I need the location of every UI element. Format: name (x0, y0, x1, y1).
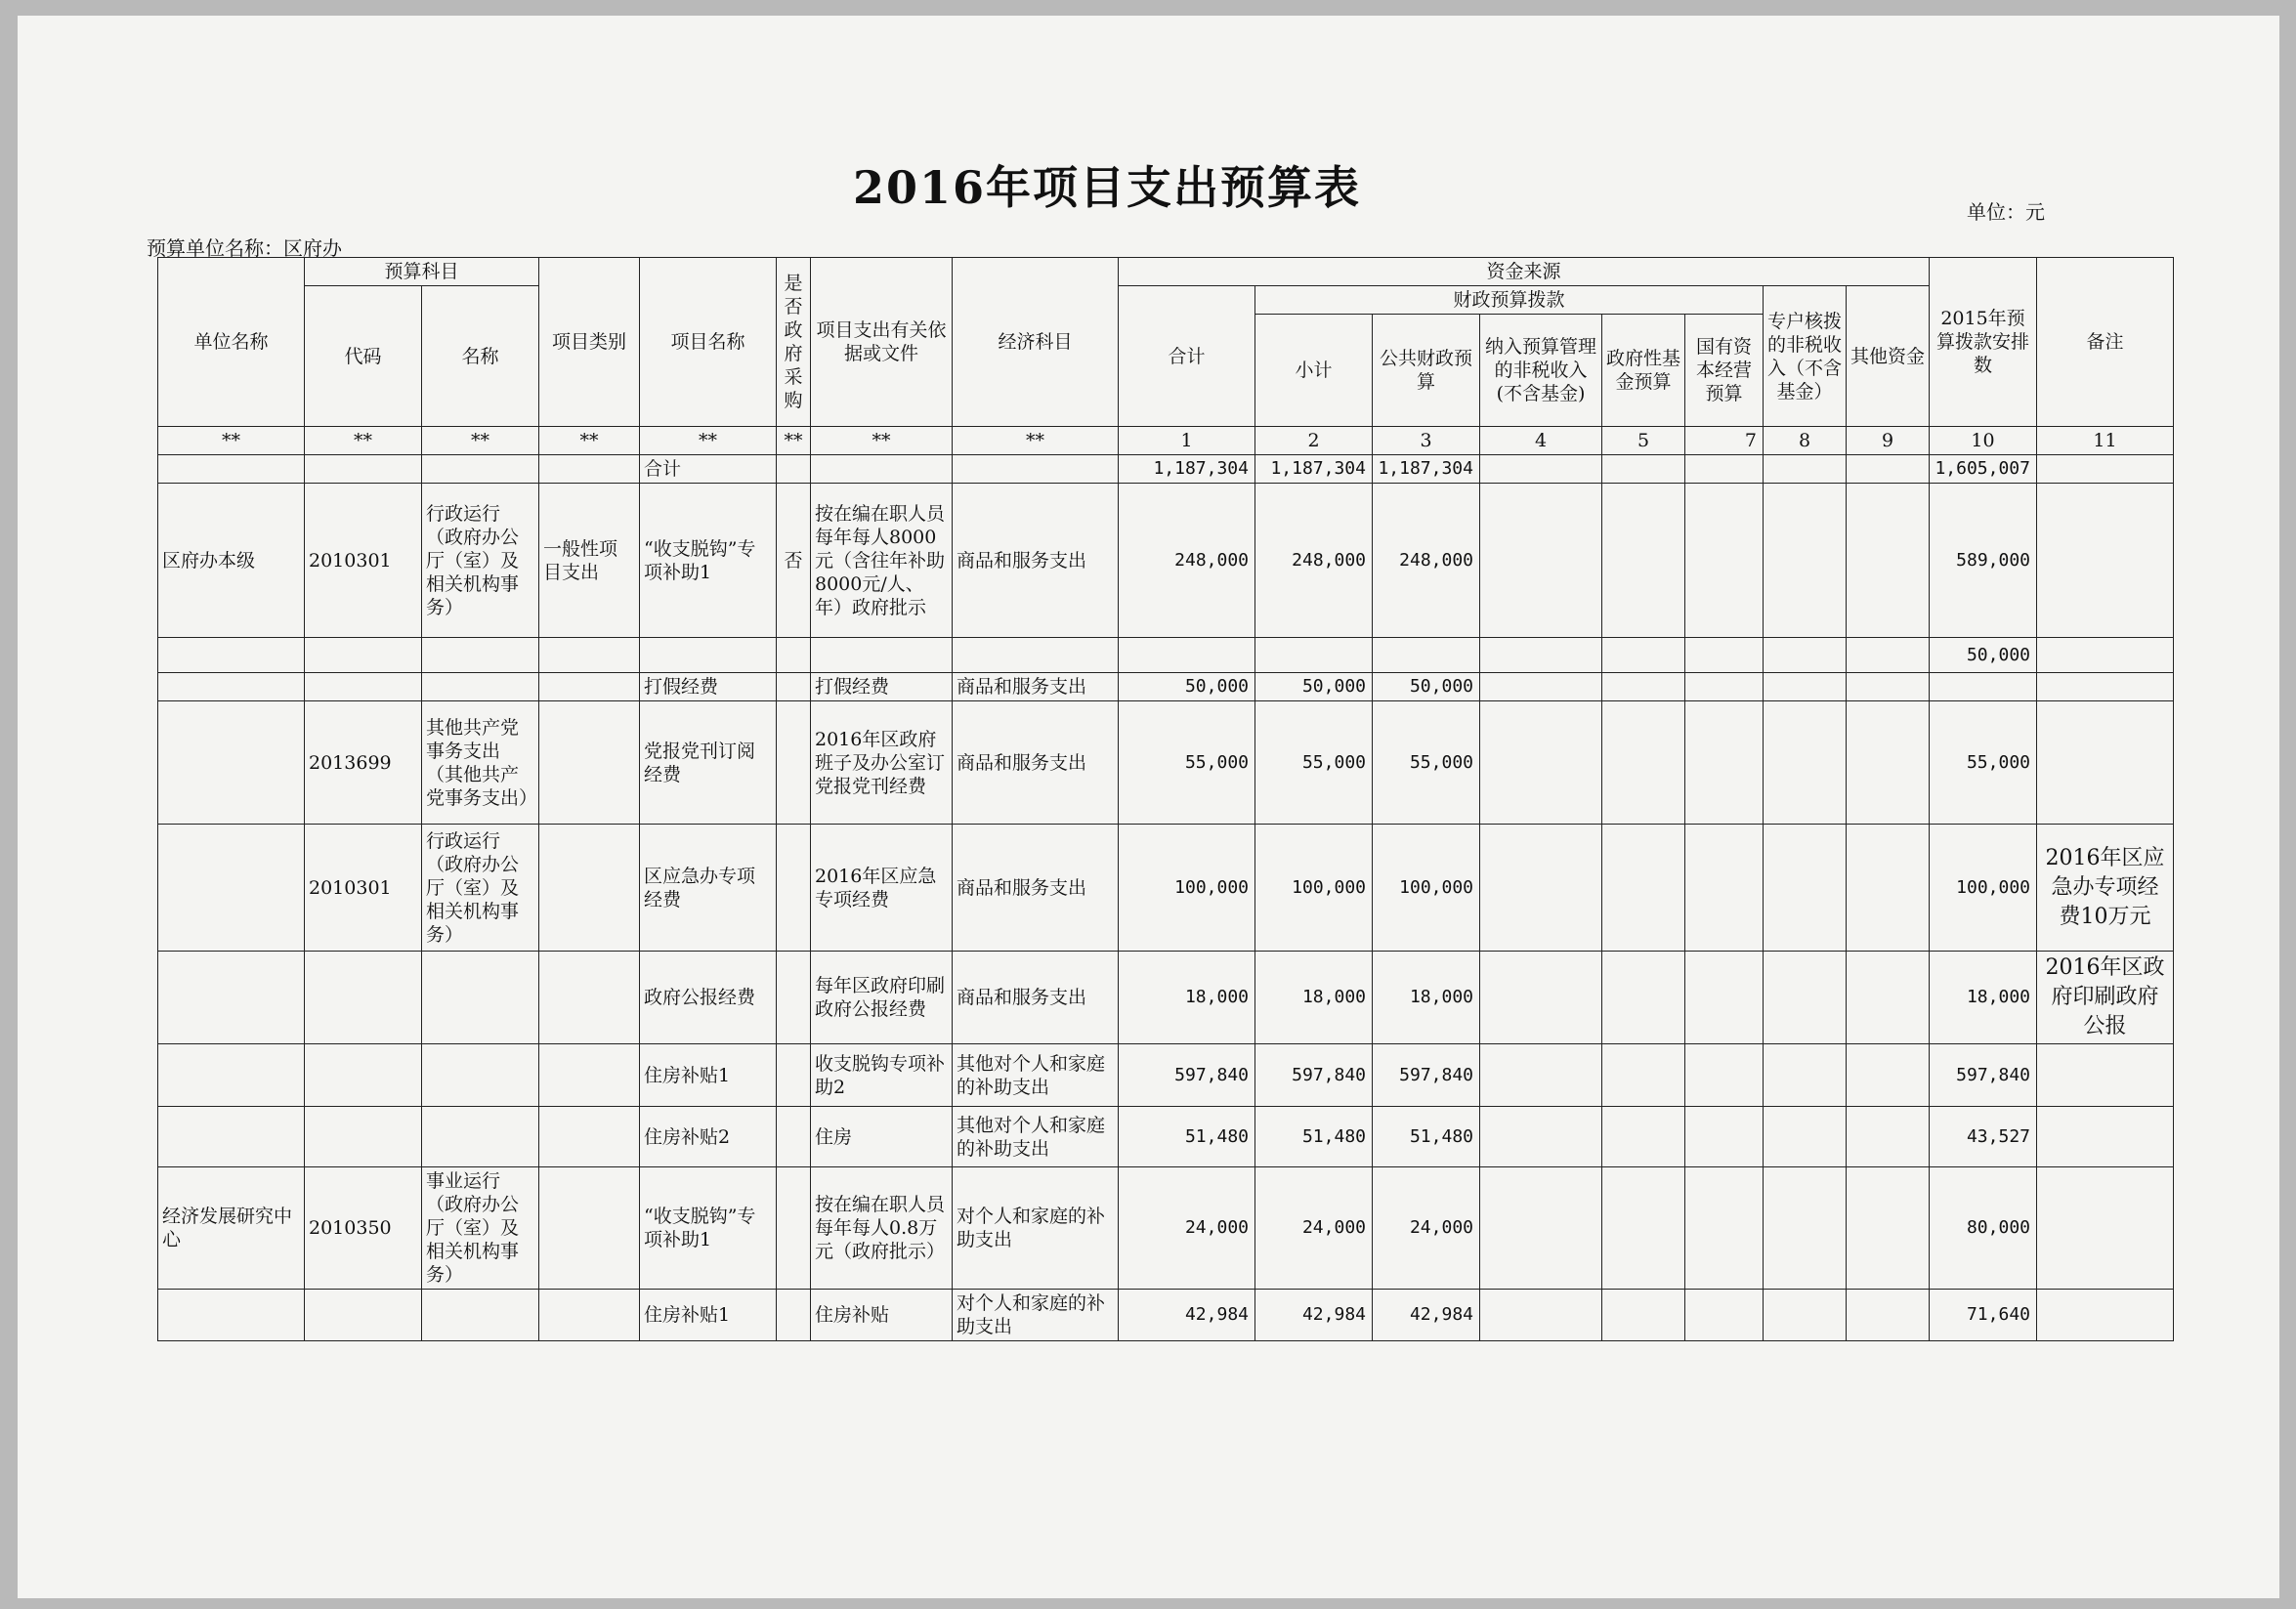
row-unit (158, 701, 305, 825)
star-cell: ** (811, 427, 953, 455)
row-remark (2037, 1107, 2174, 1167)
row-subject-name (422, 673, 539, 701)
row-state-capital (1685, 673, 1764, 701)
col-number: 1 (1119, 427, 1255, 455)
row-purchase (777, 1167, 811, 1290)
table-row (158, 825, 2174, 952)
hdr-fiscal-allocation: 财政预算拨款 (1255, 286, 1764, 315)
table-row (158, 1167, 2174, 1290)
row-state-capital (1685, 701, 1764, 825)
row-state-capital (1685, 825, 1764, 952)
row-subject-name: 行政运行（政府办公厅（室）及相关机构事务） (422, 484, 539, 638)
row-subtotal: 55,000 (1255, 701, 1373, 825)
row-basis: 住房补贴 (811, 1290, 953, 1341)
row-special-nontax (1764, 1167, 1847, 1290)
row-subtotal: 248,000 (1255, 484, 1373, 638)
hdr-subject-group: 预算科目 (305, 258, 539, 286)
row-subtotal (1255, 638, 1373, 673)
row-basis: 2016年区政府班子及办公室订党报党刊经费 (811, 701, 953, 825)
row-subject-name (422, 1290, 539, 1341)
row-non-tax (1480, 1167, 1602, 1290)
row-state-capital (1685, 1167, 1764, 1290)
row-state-capital (1685, 638, 1764, 673)
row-unit (158, 1107, 305, 1167)
row-prev-year: 80,000 (1930, 1167, 2037, 1290)
star-cell: ** (305, 427, 422, 455)
row-code: 2013699 (305, 701, 422, 825)
totals-total: 1,187,304 (1119, 455, 1255, 484)
row-unit (158, 673, 305, 701)
row-econ-subject: 商品和服务支出 (953, 484, 1119, 638)
row-subject-name: 行政运行（政府办公厅（室）及相关机构事务） (422, 825, 539, 952)
row-category (539, 1107, 640, 1167)
hdr-basis: 项目支出有关依据或文件 (811, 258, 953, 427)
row-code (305, 1290, 422, 1341)
col-number: 4 (1480, 427, 1602, 455)
row-other-funds (1847, 1167, 1930, 1290)
row-non-tax (1480, 673, 1602, 701)
hdr-other-funds: 其他资金 (1847, 286, 1930, 427)
table-row (158, 673, 2174, 701)
row-category (539, 1290, 640, 1341)
unit-label: 单位：元 (1967, 200, 2045, 224)
hdr-category: 项目类别 (539, 258, 640, 427)
row-state-capital (1685, 1044, 1764, 1107)
hdr-code: 代码 (305, 286, 422, 427)
row-total: 42,984 (1119, 1290, 1255, 1341)
row-project: 区应急办专项经费 (640, 825, 777, 952)
row-gov-fund (1602, 825, 1685, 952)
row-purchase (777, 638, 811, 673)
row-subtotal: 50,000 (1255, 673, 1373, 701)
row-gov-fund (1602, 1167, 1685, 1290)
row-public: 42,984 (1373, 1290, 1480, 1341)
row-gov-fund (1602, 1044, 1685, 1107)
row-basis: 收支脱钩专项补助2 (811, 1044, 953, 1107)
row-purchase (777, 952, 811, 1044)
row-code: 2010350 (305, 1167, 422, 1290)
hdr-unit-name: 单位名称 (158, 258, 305, 427)
row-gov-fund (1602, 1290, 1685, 1341)
scanned-sheet (18, 16, 2279, 1598)
row-public: 100,000 (1373, 825, 1480, 952)
row-remark: 2016年区政府印刷政府公报 (2037, 952, 2174, 1044)
row-basis: 按在编在职人员每年每人0.8万元（政府批示） (811, 1167, 953, 1290)
row-total (1119, 638, 1255, 673)
hdr-state-capital: 国有资本经营预算 (1685, 315, 1764, 427)
row-prev-year: 71,640 (1930, 1290, 2037, 1341)
totals-row (158, 455, 2174, 484)
row-other-funds (1847, 638, 1930, 673)
row-total: 597,840 (1119, 1044, 1255, 1107)
col-number: 5 (1602, 427, 1685, 455)
row-gov-fund (1602, 484, 1685, 638)
row-econ-subject: 商品和服务支出 (953, 673, 1119, 701)
row-basis (811, 638, 953, 673)
row-code (305, 1107, 422, 1167)
hdr-econ-subject: 经济科目 (953, 258, 1119, 427)
row-code: 2010301 (305, 825, 422, 952)
row-state-capital (1685, 1107, 1764, 1167)
row-state-capital (1685, 952, 1764, 1044)
hdr-special-nontax: 专户核拨的非税收入（不含基金） (1764, 286, 1847, 427)
row-special-nontax (1764, 701, 1847, 825)
hdr-non-tax: 纳入预算管理的非税收入(不含基金) (1480, 315, 1602, 427)
row-purchase (777, 1044, 811, 1107)
row-prev-year: 100,000 (1930, 825, 2037, 952)
row-public: 24,000 (1373, 1167, 1480, 1290)
col-number: 10 (1930, 427, 2037, 455)
table-row (158, 952, 2174, 1044)
row-category (539, 1167, 640, 1290)
hdr-gov-purchase: 是否政府采购 (777, 258, 811, 427)
row-special-nontax (1764, 1290, 1847, 1341)
row-unit: 区府办本级 (158, 484, 305, 638)
row-state-capital (1685, 1290, 1764, 1341)
row-non-tax (1480, 484, 1602, 638)
row-subtotal: 51,480 (1255, 1107, 1373, 1167)
row-purchase (777, 1290, 811, 1341)
row-category (539, 638, 640, 673)
row-total: 18,000 (1119, 952, 1255, 1044)
row-code (305, 952, 422, 1044)
row-project: 住房补贴1 (640, 1044, 777, 1107)
row-basis: 2016年区应急专项经费 (811, 825, 953, 952)
col-number: 3 (1373, 427, 1480, 455)
totals-public: 1,187,304 (1373, 455, 1480, 484)
row-total: 55,000 (1119, 701, 1255, 825)
row-purchase: 否 (777, 484, 811, 638)
star-cell: ** (640, 427, 777, 455)
row-public: 51,480 (1373, 1107, 1480, 1167)
row-basis: 住房 (811, 1107, 953, 1167)
row-remark (2037, 701, 2174, 825)
row-gov-fund (1602, 952, 1685, 1044)
row-prev-year (1930, 673, 2037, 701)
row-subject-name (422, 1107, 539, 1167)
hdr-gov-fund: 政府性基金预算 (1602, 315, 1685, 427)
row-other-funds (1847, 952, 1930, 1044)
row-total: 248,000 (1119, 484, 1255, 638)
row-code: 2010301 (305, 484, 422, 638)
star-cell: ** (158, 427, 305, 455)
table-row (158, 1107, 2174, 1167)
row-project (640, 638, 777, 673)
row-subject-name: 其他共产党事务支出（其他共产党事务支出） (422, 701, 539, 825)
row-other-funds (1847, 673, 1930, 701)
row-non-tax (1480, 638, 1602, 673)
row-non-tax (1480, 1290, 1602, 1341)
row-unit (158, 1044, 305, 1107)
star-cell: ** (777, 427, 811, 455)
row-public: 597,840 (1373, 1044, 1480, 1107)
row-remark (2037, 484, 2174, 638)
row-gov-fund (1602, 638, 1685, 673)
page-title: 2016年项目支出预算表 (853, 161, 1362, 214)
row-other-funds (1847, 484, 1930, 638)
hdr-funding-source: 资金来源 (1119, 258, 1930, 286)
row-purchase (777, 673, 811, 701)
row-code (305, 638, 422, 673)
row-total: 51,480 (1119, 1107, 1255, 1167)
col-number: 7 (1685, 427, 1764, 455)
row-remark (2037, 1044, 2174, 1107)
totals-prev: 1,605,007 (1930, 455, 2037, 484)
row-public: 18,000 (1373, 952, 1480, 1044)
row-unit (158, 1290, 305, 1341)
col-number: 11 (2037, 427, 2174, 455)
row-prev-year: 589,000 (1930, 484, 2037, 638)
col-number: 8 (1764, 427, 1847, 455)
row-public (1373, 638, 1480, 673)
row-total: 24,000 (1119, 1167, 1255, 1290)
row-total: 50,000 (1119, 673, 1255, 701)
star-cell: ** (539, 427, 640, 455)
col-number: 9 (1847, 427, 1930, 455)
row-prev-year: 55,000 (1930, 701, 2037, 825)
row-subtotal: 597,840 (1255, 1044, 1373, 1107)
row-econ-subject: 其他对个人和家庭的补助支出 (953, 1044, 1119, 1107)
star-cell: ** (422, 427, 539, 455)
budget-table (157, 257, 2174, 1341)
row-remark (2037, 673, 2174, 701)
row-project: 打假经费 (640, 673, 777, 701)
col-number: 2 (1255, 427, 1373, 455)
hdr-name: 名称 (422, 286, 539, 427)
row-code (305, 673, 422, 701)
row-special-nontax (1764, 825, 1847, 952)
row-category (539, 952, 640, 1044)
row-subtotal: 42,984 (1255, 1290, 1373, 1341)
hdr-remark: 备注 (2037, 258, 2174, 427)
row-non-tax (1480, 1107, 1602, 1167)
hdr-subtotal: 小计 (1255, 315, 1373, 427)
row-remark: 2016年区应急办专项经费10万元 (2037, 825, 2174, 952)
row-prev-year: 597,840 (1930, 1044, 2037, 1107)
hdr-total: 合计 (1119, 286, 1255, 427)
row-unit (158, 825, 305, 952)
totals-subtotal: 1,187,304 (1255, 455, 1373, 484)
row-special-nontax (1764, 673, 1847, 701)
row-subtotal: 24,000 (1255, 1167, 1373, 1290)
row-econ-subject: 商品和服务支出 (953, 952, 1119, 1044)
row-subject-name (422, 638, 539, 673)
hdr-project-name: 项目名称 (640, 258, 777, 427)
row-project: “收支脱钩”专项补助1 (640, 1167, 777, 1290)
row-basis: 按在编在职人员每年每人8000元（含往年补助8000元/人、年）政府批示 (811, 484, 953, 638)
row-subject-name (422, 952, 539, 1044)
table-row (158, 1290, 2174, 1341)
row-other-funds (1847, 825, 1930, 952)
row-econ-subject: 对个人和家庭的补助支出 (953, 1290, 1119, 1341)
hdr-public-finance: 公共财政预算 (1373, 315, 1480, 427)
row-project: 住房补贴2 (640, 1107, 777, 1167)
row-purchase (777, 701, 811, 825)
data-rows (158, 484, 2174, 1341)
row-other-funds (1847, 1107, 1930, 1167)
row-non-tax (1480, 701, 1602, 825)
row-code (305, 1044, 422, 1107)
row-purchase (777, 1107, 811, 1167)
hdr-prev-year: 2015年预算拨款安排数 (1930, 258, 2037, 427)
row-project: “收支脱钩”专项补助1 (640, 484, 777, 638)
row-project: 党报党刊订阅经费 (640, 701, 777, 825)
row-econ-subject: 对个人和家庭的补助支出 (953, 1167, 1119, 1290)
row-other-funds (1847, 1044, 1930, 1107)
row-unit (158, 638, 305, 673)
row-basis: 打假经费 (811, 673, 953, 701)
row-non-tax (1480, 825, 1602, 952)
row-category (539, 701, 640, 825)
row-prev-year: 18,000 (1930, 952, 2037, 1044)
totals-label: 合计 (640, 455, 777, 484)
row-gov-fund (1602, 673, 1685, 701)
row-category (539, 1044, 640, 1107)
star-cell: ** (953, 427, 1119, 455)
row-other-funds (1847, 701, 1930, 825)
row-public: 55,000 (1373, 701, 1480, 825)
row-public: 248,000 (1373, 484, 1480, 638)
row-remark (2037, 1290, 2174, 1341)
row-remark (2037, 1167, 2174, 1290)
row-state-capital (1685, 484, 1764, 638)
row-category: 一般性项目支出 (539, 484, 640, 638)
row-econ-subject (953, 638, 1119, 673)
row-total: 100,000 (1119, 825, 1255, 952)
row-unit (158, 952, 305, 1044)
row-non-tax (1480, 1044, 1602, 1107)
row-unit: 经济发展研究中心 (158, 1167, 305, 1290)
row-basis: 每年区政府印刷政府公报经费 (811, 952, 953, 1044)
row-special-nontax (1764, 1044, 1847, 1107)
row-special-nontax (1764, 484, 1847, 638)
row-subject-name (422, 1044, 539, 1107)
row-category (539, 825, 640, 952)
row-remark (2037, 638, 2174, 673)
row-subtotal: 100,000 (1255, 825, 1373, 952)
row-subtotal: 18,000 (1255, 952, 1373, 1044)
row-category (539, 673, 640, 701)
row-gov-fund (1602, 1107, 1685, 1167)
row-subject-name: 事业运行（政府办公厅（室）及相关机构事务） (422, 1167, 539, 1290)
row-econ-subject: 其他对个人和家庭的补助支出 (953, 1107, 1119, 1167)
row-prev-year: 50,000 (1930, 638, 2037, 673)
row-special-nontax (1764, 638, 1847, 673)
row-project: 政府公报经费 (640, 952, 777, 1044)
row-project: 住房补贴1 (640, 1290, 777, 1341)
row-special-nontax (1764, 1107, 1847, 1167)
table-row (158, 484, 2174, 638)
row-econ-subject: 商品和服务支出 (953, 701, 1119, 825)
table-row (158, 1044, 2174, 1107)
row-purchase (777, 825, 811, 952)
row-prev-year: 43,527 (1930, 1107, 2037, 1167)
row-public: 50,000 (1373, 673, 1480, 701)
table-row (158, 638, 2174, 673)
table-row (158, 701, 2174, 825)
row-other-funds (1847, 1290, 1930, 1341)
row-non-tax (1480, 952, 1602, 1044)
org-label: 预算单位名称：区府办 (147, 236, 342, 260)
row-gov-fund (1602, 701, 1685, 825)
row-special-nontax (1764, 952, 1847, 1044)
row-econ-subject: 商品和服务支出 (953, 825, 1119, 952)
